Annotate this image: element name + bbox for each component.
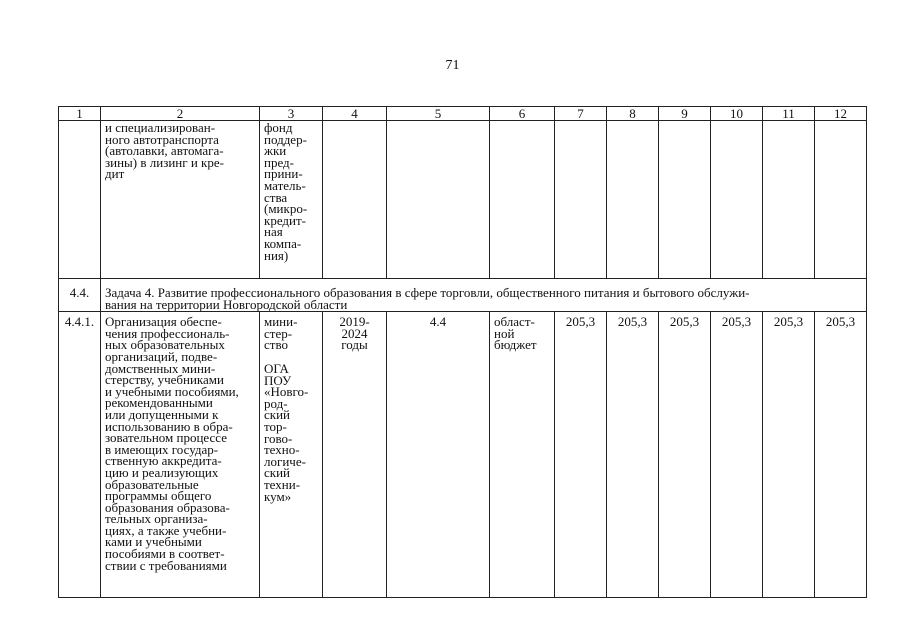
column-header-9: 9: [659, 107, 711, 121]
item-value-2020: 205,3: [607, 312, 659, 598]
table-cell: [815, 121, 867, 279]
table-cell: [59, 121, 101, 279]
column-header-8: 8: [607, 107, 659, 121]
item-number: 4.4.1.: [59, 312, 101, 598]
item-target: 4.4: [387, 312, 490, 598]
item-value-2024: 205,3: [815, 312, 867, 598]
program-table: [58, 106, 867, 598]
item-description: Организация обеспе- чения профессиональ- ных образовательных организаций, подве- домственных мини- стерству, учебниками и учебными пособиями, рекомендованными или допущенными к использованию в обра- зовательном процессе в имеющих государ- ственную аккредита- цию и реализующих образовательные программы общего образования образова- тельных организа- циях, а также учебни- ками и учебными пособиями в соответ- ствии с требованиями: [101, 312, 260, 598]
continuation-row: [59, 121, 867, 279]
item-funding-source: област- ной бюджет: [490, 312, 555, 598]
executor-college: ОГА ПОУ «Новго- род- ский тор- гово- техно- логиче- ский техни- кум»: [264, 360, 309, 504]
table-cell: [555, 121, 607, 279]
column-header-4: 4: [323, 107, 387, 121]
table-cell: [323, 121, 387, 279]
table-cell: [659, 121, 711, 279]
column-header-11: 11: [763, 107, 815, 121]
column-header-5: 5: [387, 107, 490, 121]
task-title: Задача 4. Развитие профессионального образования в сфере торговли, общественного питания и бытового обслужи- вания на территории Новгородской области: [101, 279, 867, 312]
task-number: 4.4.: [59, 279, 101, 312]
continuation-executor: фонд поддер- жки пред- прини- матель- ства (микро- кредит- ная компа- ния): [260, 121, 323, 279]
table-cell: [711, 121, 763, 279]
task-row: [59, 279, 867, 312]
column-header-6: 6: [490, 107, 555, 121]
continuation-description: и специализирован- ного автотранспорта (автолавки, автомага- зины) в лизинг и кре- дит: [101, 121, 260, 279]
table-cell: [490, 121, 555, 279]
item-row: [59, 312, 867, 598]
table-cell: [387, 121, 490, 279]
column-header-3: 3: [260, 107, 323, 121]
item-value-2019: 205,3: [555, 312, 607, 598]
table-cell: [763, 121, 815, 279]
column-number-row: [59, 107, 867, 121]
column-header-2: 2: [101, 107, 260, 121]
item-executors: [260, 312, 323, 598]
table-cell: [607, 121, 659, 279]
item-period: 2019- 2024 годы: [323, 312, 387, 598]
page-number: 71: [445, 58, 460, 73]
column-header-7: 7: [555, 107, 607, 121]
column-header-12: 12: [815, 107, 867, 121]
item-value-2021: 205,3: [659, 312, 711, 598]
column-header-1: 1: [59, 107, 101, 121]
item-value-2022: 205,3: [711, 312, 763, 598]
executor-ministry: мини- стер- ство: [264, 314, 298, 353]
item-value-2023: 205,3: [763, 312, 815, 598]
column-header-10: 10: [711, 107, 763, 121]
